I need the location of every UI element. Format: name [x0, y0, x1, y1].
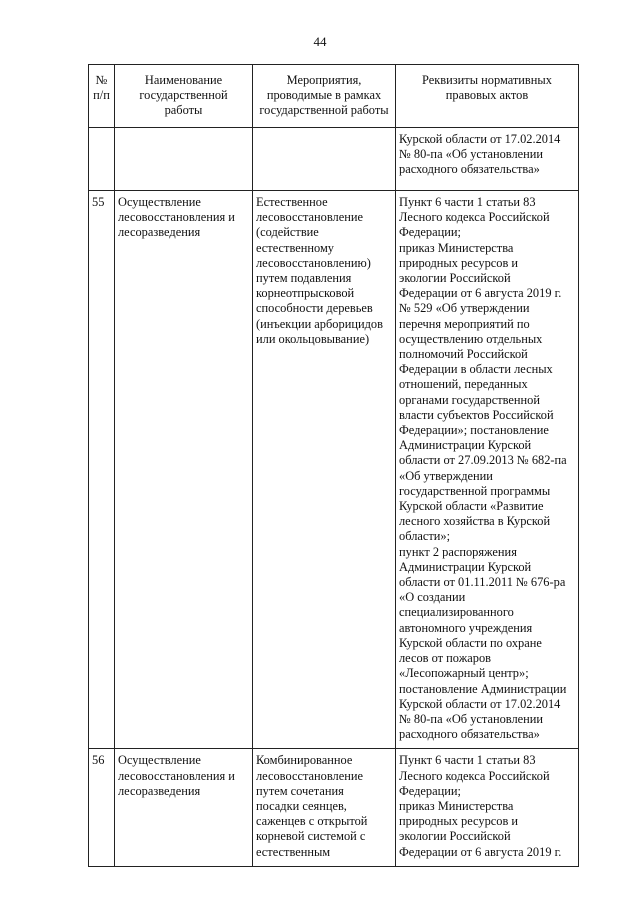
table-row	[89, 191, 579, 749]
header-num: № п/п	[89, 65, 115, 128]
row-activities: Естественное лесовосстановление (содействие естественному лесовосстановлению) путем подавления корнеотпрысковой способности деревьев (инъекции арборицидов или окольцовывание)	[253, 191, 396, 749]
works-table	[88, 64, 579, 867]
header-acts: Реквизиты нормативных правовых актов	[396, 65, 579, 128]
row-activities: Комбинированное лесовосстановление путем сочетания посадки сеянцев, саженцев с открытой корневой системой с естественным	[253, 749, 396, 866]
table-header-row	[89, 65, 579, 128]
row-name: Осуществление лесовосстановления и лесоразведения	[115, 749, 253, 866]
row-acts: Пункт 6 части 1 статьи 83 Лесного кодекса Российской Федерации; приказ Министерства природных ресурсов и экологии Российской Федерации от 6 августа 2019 г. № 529 «Об утверждении перечня мероприятий по осуществлению отдельных полномочий Российской Федерации в области лесных отношений, переданных органами государственной власти субъектов Российской Федерации»; постановление Администрации Курской области от 27.09.2013 № 682-па «Об утверждении государственной программы Курской области «Развитие лесного хозяйства в Курской области»; пункт 2 распоряжения Администрации Курской области от 01.11.2011 № 676-ра «О создании специализированного автономного учреждения Курской области по охране лесов от пожаров «Лесопожарный центр»; постановление Администрации Курской области от 17.02.2014 № 80-па «Об установлении расходного обязательства»	[396, 191, 579, 749]
row-activities	[253, 128, 396, 191]
row-name: Осуществление лесовосстановления и лесоразведения	[115, 191, 253, 749]
row-acts: Пункт 6 части 1 статьи 83 Лесного кодекса Российской Федерации; приказ Министерства природных ресурсов и экологии Российской Федерации от 6 августа 2019 г.	[396, 749, 579, 866]
row-num: 56	[89, 749, 115, 866]
row-acts: Курской области от 17.02.2014 № 80-па «Об установлении расходного обязательства»	[396, 128, 579, 191]
header-name: Наименование государственной работы	[115, 65, 253, 128]
row-name	[115, 128, 253, 191]
row-num	[89, 128, 115, 191]
header-activities: Мероприятия, проводимые в рамках государственной работы	[253, 65, 396, 128]
row-num: 55	[89, 191, 115, 749]
page-number: 44	[313, 34, 327, 49]
table-row	[89, 749, 579, 866]
table-row	[89, 128, 579, 191]
